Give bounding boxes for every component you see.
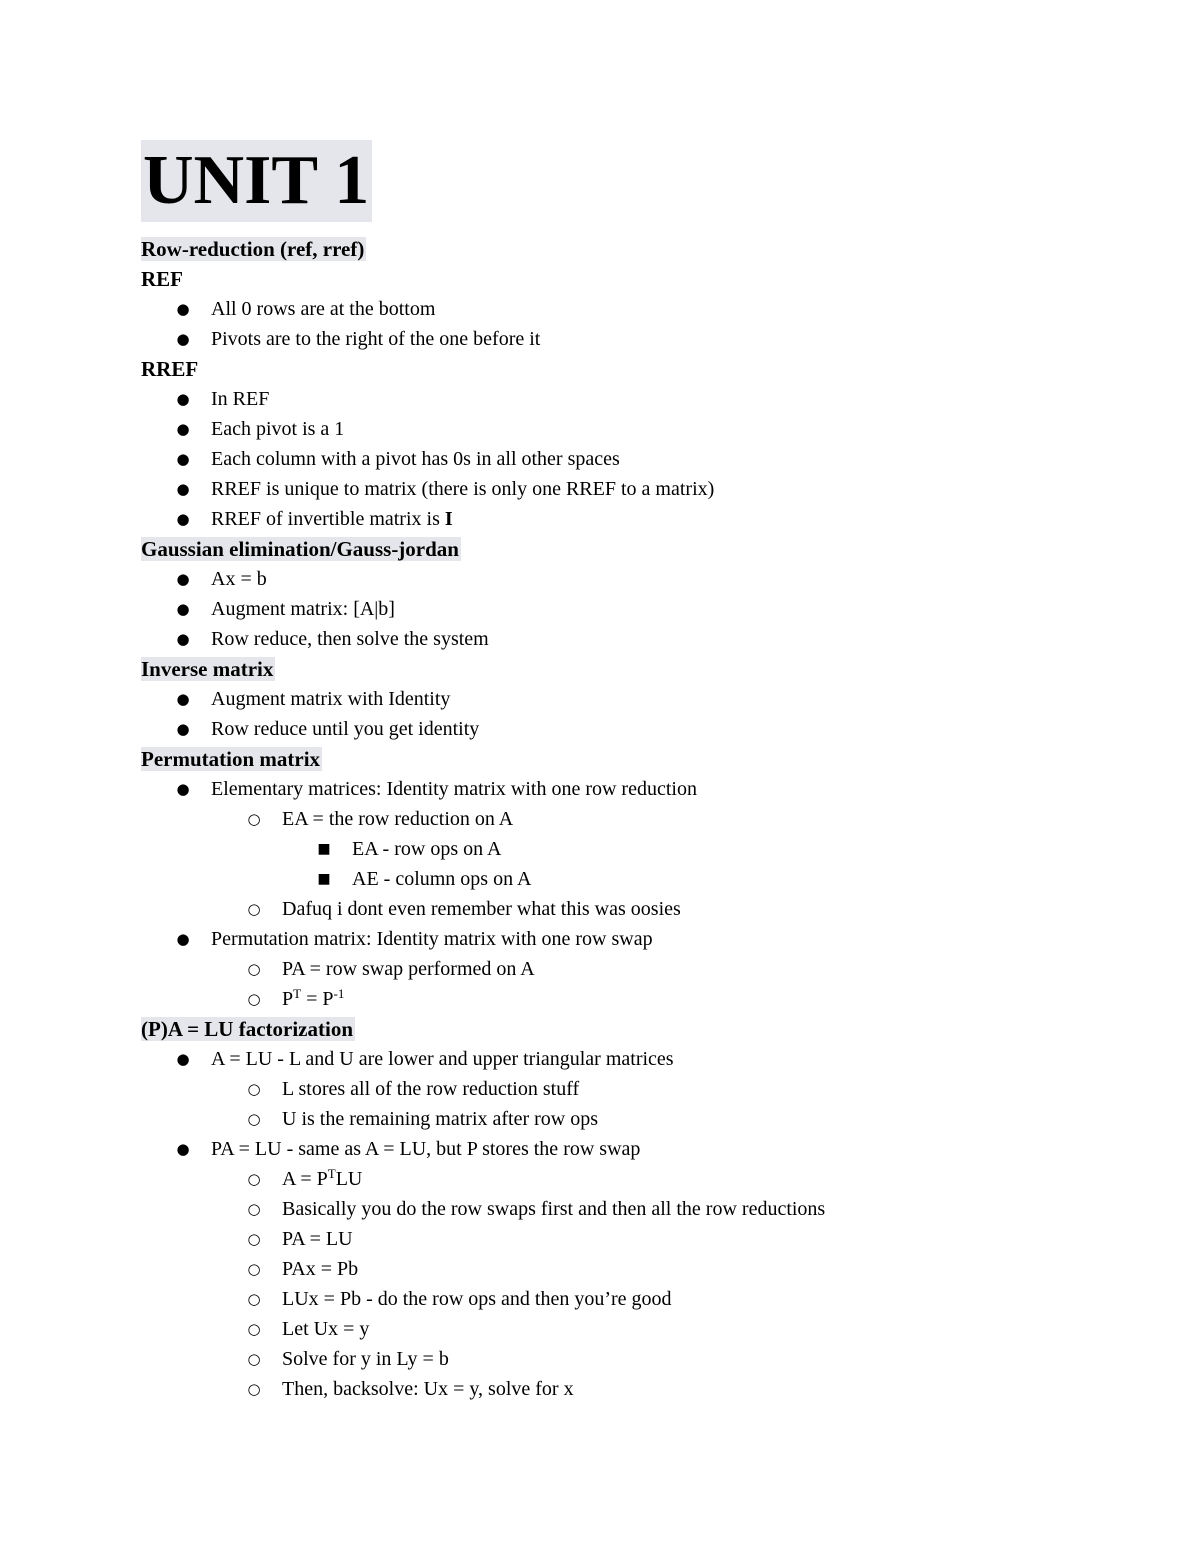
list-item-text: RREF is unique to matrix (there is only one RREF to a matrix) — [211, 478, 715, 500]
list-item — [141, 894, 1101, 924]
list-item-text: Each column with a pivot has 0s in all other spaces — [211, 448, 620, 470]
list-item — [141, 564, 1101, 594]
heading-row-reduction — [141, 234, 1101, 264]
a-ptlu-base: A = P — [282, 1168, 328, 1190]
circle-bullet-icon: ○ — [247, 960, 261, 978]
circle-bullet-icon: ○ — [247, 1110, 261, 1128]
square-bullet-icon: ■ — [317, 841, 331, 857]
list-item — [141, 684, 1101, 714]
circle-bullet-icon: ○ — [247, 1230, 261, 1248]
heading-text: Inverse matrix — [141, 657, 274, 681]
list-item — [141, 1134, 1101, 1164]
heading-text: (P)A = LU factorization — [141, 1017, 353, 1041]
list-item — [141, 1224, 1101, 1254]
list-item-text: Row reduce until you get identity — [211, 718, 480, 740]
list-item — [141, 504, 1101, 534]
circle-bullet-icon: ○ — [247, 1080, 261, 1098]
disc-bullet-icon: ● — [176, 510, 190, 528]
document-page — [141, 140, 1101, 1404]
list-item — [141, 414, 1101, 444]
circle-bullet-icon: ○ — [247, 1170, 261, 1188]
heading-text: REF — [141, 267, 183, 291]
list-item-text: Then, backsolve: Ux = y, solve for x — [282, 1378, 574, 1400]
heading-permutation — [141, 744, 1101, 774]
disc-bullet-icon: ● — [176, 780, 190, 798]
disc-bullet-icon: ● — [176, 1140, 190, 1158]
disc-bullet-icon: ● — [176, 420, 190, 438]
circle-bullet-icon: ○ — [247, 1260, 261, 1278]
disc-bullet-icon: ● — [176, 630, 190, 648]
disc-bullet-icon: ● — [176, 690, 190, 708]
list-item — [141, 294, 1101, 324]
heading-text: Gaussian elimination/Gauss-jordan — [141, 537, 459, 561]
disc-bullet-icon: ● — [176, 600, 190, 618]
list-item-text: PA = LU - same as A = LU, but P stores the row swap — [211, 1138, 641, 1160]
title-wrap — [141, 140, 1101, 226]
lu-list — [141, 1044, 1101, 1404]
list-item — [141, 1074, 1101, 1104]
list-item — [141, 774, 1101, 804]
list-item-text: Augment matrix with Identity — [211, 688, 451, 710]
heading-text: Row-reduction (ref, rref) — [141, 237, 365, 261]
list-item — [141, 1194, 1101, 1224]
list-item — [141, 954, 1101, 984]
circle-bullet-icon: ○ — [247, 1380, 261, 1398]
list-item — [141, 1344, 1101, 1374]
heading-text: Permutation matrix — [141, 747, 321, 771]
disc-bullet-icon: ● — [176, 450, 190, 468]
list-item — [141, 1044, 1101, 1074]
list-item — [141, 594, 1101, 624]
list-item — [141, 714, 1101, 744]
disc-bullet-icon: ● — [176, 720, 190, 738]
disc-bullet-icon: ● — [176, 930, 190, 948]
circle-bullet-icon: ○ — [247, 1320, 261, 1338]
disc-bullet-icon: ● — [176, 570, 190, 588]
list-item-text: EA = the row reduction on A — [282, 808, 514, 830]
disc-bullet-icon: ● — [176, 390, 190, 408]
heading-lu — [141, 1014, 1101, 1044]
list-item-text: RREF of invertible matrix is — [211, 508, 445, 530]
list-item — [141, 324, 1101, 354]
list-item-text: Dafuq i dont even remember what this was oosies — [282, 898, 681, 920]
identity-symbol: I — [444, 508, 453, 530]
list-item-text: LUx = Pb - do the row ops and then you’re good — [282, 1288, 672, 1310]
list-item — [141, 624, 1101, 654]
gauss-list — [141, 564, 1101, 654]
list-item — [141, 1374, 1101, 1404]
list-item-text: Permutation matrix: Identity matrix with one row swap — [211, 928, 653, 950]
pt-base: P — [282, 988, 294, 1010]
list-item-text: Pivots are to the right of the one before it — [211, 328, 541, 350]
list-item — [141, 444, 1101, 474]
list-item — [141, 1314, 1101, 1344]
list-item-text: Row reduce, then solve the system — [211, 628, 489, 650]
heading-gaussian — [141, 534, 1101, 564]
list-item-text: PA = row swap performed on A — [282, 958, 535, 980]
list-item-text: Elementary matrices: Identity matrix with one row reduction — [211, 778, 697, 800]
circle-bullet-icon: ○ — [247, 900, 261, 918]
list-item-text: In REF — [211, 388, 270, 410]
list-item-text: Let Ux = y — [282, 1318, 370, 1340]
list-item-text: A = LU - L and U are lower and upper triangular matrices — [211, 1048, 674, 1070]
heading-inverse — [141, 654, 1101, 684]
inverse-list — [141, 684, 1101, 744]
list-item-text: Basically you do the row swaps first and then all the row reductions — [282, 1198, 826, 1220]
list-item-text: EA - row ops on A — [352, 838, 502, 860]
inverse-superscript: -1 — [333, 985, 345, 1001]
disc-bullet-icon: ● — [176, 1050, 190, 1068]
circle-bullet-icon: ○ — [247, 1350, 261, 1368]
circle-bullet-icon: ○ — [247, 990, 261, 1008]
rref-list — [141, 384, 1101, 534]
list-item-text: Ax = b — [211, 568, 267, 590]
disc-bullet-icon: ● — [176, 480, 190, 498]
list-item-text: U is the remaining matrix after row ops — [282, 1108, 599, 1130]
heading-text: RREF — [141, 357, 199, 381]
list-item — [141, 984, 1101, 1014]
a-ptlu-tail: LU — [335, 1168, 363, 1190]
list-item — [141, 834, 1101, 864]
pt-equals: = P — [301, 988, 334, 1010]
disc-bullet-icon: ● — [176, 330, 190, 348]
list-item — [141, 1254, 1101, 1284]
transpose-superscript: T — [327, 1165, 336, 1181]
list-item-text: All 0 rows are at the bottom — [211, 298, 436, 320]
heading-ref — [141, 264, 1101, 294]
square-bullet-icon: ■ — [317, 871, 331, 887]
list-item — [141, 1284, 1101, 1314]
list-item — [141, 474, 1101, 504]
list-item — [141, 864, 1101, 894]
list-item — [141, 924, 1101, 954]
heading-rref — [141, 354, 1101, 384]
list-item-text: PAx = Pb — [282, 1258, 359, 1280]
list-item-text: Solve for y in Ly = b — [282, 1348, 449, 1370]
list-item-text: L stores all of the row reduction stuff — [282, 1078, 580, 1100]
list-item-text: Augment matrix: [A|b] — [211, 598, 395, 620]
circle-bullet-icon: ○ — [247, 1290, 261, 1308]
list-item-text: AE - column ops on A — [352, 868, 532, 890]
list-item-text: Each pivot is a 1 — [211, 418, 345, 440]
circle-bullet-icon: ○ — [247, 1200, 261, 1218]
list-item — [141, 1104, 1101, 1134]
page-title: UNIT 1 — [141, 140, 372, 222]
ref-list — [141, 294, 1101, 354]
circle-bullet-icon: ○ — [247, 810, 261, 828]
transpose-superscript: T — [293, 985, 302, 1001]
list-item — [141, 804, 1101, 834]
list-item — [141, 384, 1101, 414]
disc-bullet-icon: ● — [176, 300, 190, 318]
permutation-list — [141, 774, 1101, 1014]
list-item-text: PA = LU — [282, 1228, 353, 1250]
list-item — [141, 1164, 1101, 1194]
